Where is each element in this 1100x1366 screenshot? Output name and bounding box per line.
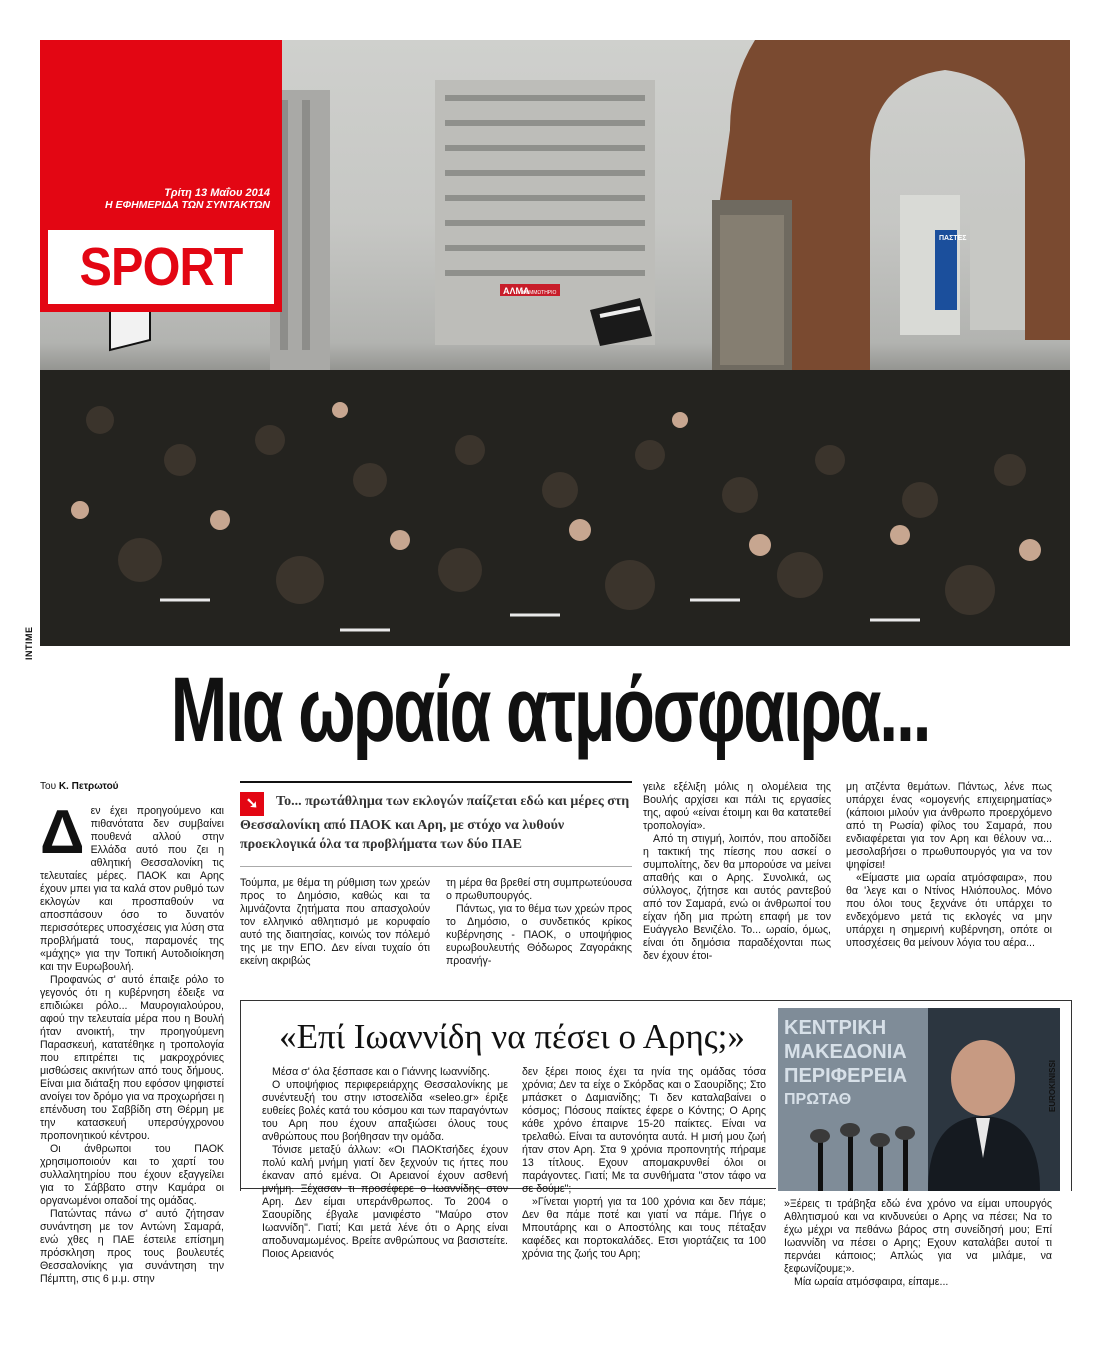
- arrow-icon: ➘: [240, 792, 264, 816]
- paragraph: τη μέρα θα βρεθεί στη συμπρωτεύουσα ο πρωθυπουργός.: [446, 877, 632, 902]
- paragraph: Τούμπα, με θέμα τη ρύθμιση των χρεών προς το Δημόσιο, καθώς και τα λιμνάζοντα ζητήματα που απασχολούν τον ελληνικό αθλητισμό με κορυφαίο αυτό της διαιτησίας, κοινώς τον πόλεμό της με την ΕΠΟ. Δεν είναι τυχαίο ότι εκείνη ακριβώς: [240, 877, 430, 967]
- lead-text: Το... πρωτάθλημα των εκλογών παίζεται εδώ και μέρες στη Θεσσαλονίκη από ΠΑΟΚ και Αρη, με στόχο να λυθούν προεκλογικά όλα τα προβλήματα των δύο ΠΑΕ: [240, 794, 630, 852]
- paragraph: Τόνισε μεταξύ άλλων: «Οι ΠΑΟΚτσήδες έχουν πολύ καλή μνήμη γιατί δεν ξεχνούν τις ήττες που έκαναν από εμένα. Οι Αρειανοί έχουν ασθενή μνήμη. Ξέχασαν τι προσέφερε ο Ιωαννίδης στον Αρη. Δεν είμαι υπεράνθρωπος. Το 2004 ο Σαουρίδης έβγαλε μανιφέστο "Μαύρο στον Ιωαννίδη". Γιατί; Και μετά λένε ότι ο Αρης είναι αποδυναμωμένος. Βρείτε ανθρώπους να βασιστείτε. Ποιος Αρειανός: [262, 1144, 508, 1260]
- lead-bottom-rule: [240, 866, 632, 867]
- section-masthead: [40, 40, 282, 312]
- paragraph: Πάντως, για το θέμα των χρεών προς το Δημόσιο, ο συνδετικός κρίκος κυβέρνησης - ΠΑΟΚ, ο υποψήφιος ευρωβουλευτής Θόδωρος Ζαγοράκης προανήγ-: [446, 903, 632, 967]
- sign-pastes: ΠΑΣΤΕΣ: [939, 235, 967, 242]
- lead-top-rule: [240, 781, 632, 783]
- photo-credit: INTIME: [24, 626, 34, 660]
- paragraph: Δεν έχει προηγούμενο και πιθανότατα δεν συμβαίνει πουθενά αλλού στην Ελλάδα αυτό που ζει η αθλητική Θεσσαλονίκη τις τελευταίες μέρες. ΠΑΟΚ και Αρης έχουν μπει για τα καλά στον ρυθμό των εκλογών και προσπαθούν να αποσπάσουν όσο το δυνατόν περισσότερες υποσχέσεις για λύση στα προβλήματά τους, παραμονές της «μάχης» για την Τοπική Αυτοδιοίκηση και την Ευρωβουλή.: [40, 798, 224, 973]
- sidebar-title: «Επί Ιωαννίδη να πέσει ο Αρης;»: [279, 1017, 745, 1056]
- sidebar-photo-credit: EUROKINISSI: [1048, 1059, 1057, 1112]
- speaker-illustration: [778, 1008, 1060, 1191]
- sign-line-2: ΜΑΚΕΔΟΝΙΑ: [784, 1041, 907, 1063]
- paragraph: Από τη στιγμή, λοιπόν, που αποδίδει η τακτική της πίεσης που ασκεί ο συμπολίτης, δεν θα μπορούσε να μείνει απαθής και ο Αρης. Συνολικά, ως σύλλογος, ζήτησε και αυτός ραντεβού από τον Σαμαρά, ενώ οι άνθρωποί του είχαν ήδη μια πρώτη επαφή με τον Ευάγγελο Βενιζέλο. Το... ωραίο, όμως, είναι ότι δημόσια παραδέχονται πως δεν έχουν έτοι-: [643, 833, 831, 962]
- paragraph: Μέσα σ' όλα ξέσπασε και ο Γιάννης Ιωαννίδης.: [272, 1066, 490, 1078]
- paragraph: »Ξέρεις τι τράβηξα εδώ ένα χρόνο να είμαι υπουργός Αθλητισμού και να κινδυνεύει ο Αρης να πέσει; Να το έχω μέχρι να πεθάνω βάρος στη συνείδησή μου; Επί Ιωαννίδη να πέσει ο Αρης; Εχουν καταλάβει αυτοί τι περνάει κάποιος; Απλώς για να μιλάμε, να ξεφωνίζουμε;».: [784, 1198, 1052, 1275]
- sign-alma-sub: ΚΟΜΜΩΤΗΡΙΟ: [522, 290, 557, 296]
- paragraph: Πατώντας πάνω σ' αυτό ζήτησαν συνάντηση με τον Αντώνη Σαμαρά, ενώ χθες η ΠΑΕ έστειλε επίσημη πρόσκληση προς τους βουλευτές Θεσσαλονίκης για συνάντηση την Πέμπτη, στις 6 μ.μ. στην: [40, 1208, 224, 1285]
- paper-name: Η ΕΦΗΜΕΡΙΔΑ ΤΩΝ ΣΥΝΤΑΚΤΩΝ: [104, 199, 270, 211]
- sidebar-column-3: [784, 1198, 1052, 1289]
- dropcap: Δ: [40, 798, 85, 867]
- sign-line-1: ΚΕΝΤΡΙΚΗ: [784, 1017, 887, 1039]
- headline: Μια ωραία ατμόσφαιρα...: [170, 659, 930, 761]
- paragraph: Οι άνθρωποι του ΠΑΟΚ χρησιμοποιούν και το χαρτί του συλλαλητηρίου που έχουν εξαγγείλει για το Σάββατο στην Καμάρα οι οργανωμένοι οπαδοί της ομάδας.: [40, 1143, 224, 1207]
- issue-date: Τρίτη 13 Μαΐου 2014: [164, 187, 270, 199]
- sign-alma: ΑΛΜΑ: [503, 286, 530, 296]
- article-column-1: [40, 798, 224, 1286]
- sidebar-column-1: [262, 1066, 508, 1261]
- paragraph: Ο υποψήφιος περιφερειάρχης Θεσσαλονίκης με συνέντευξή του στην ιστοσελίδα «seleo.gr» έριξε ευθείες βολές κατά του κόσμου και των παραγόντων του Αρη που έχουν απαξιώσει όλους τους ανθρώπους που βοήθησαν την ομάδα.: [262, 1079, 508, 1143]
- sign-line-4: ΠΡΩΤΑΘ: [784, 1091, 852, 1108]
- paragraph: δεν ξέρει ποιος έχει τα ηνία της ομάδας τόσα χρόνια; Δεν τα είχε ο Σκόρδας και ο Σαουρίδης; Στο μπάσκετ ο Δαμιανίδης; Τι δεν καταλαβαίνει ο κόσμος; Πόσους παίκτες έφερε ο Κόντης; Ο Αρης κάθε χρόνο έπαιρνε 15-20 παίκτες. Είναι να τρελαθώ. Είναι τα αυτονόητα αυτά. Η μισή μου ζωή ήταν στον Αρη. Στα 9 χρόνια προπονητής πήραμε 13 τίτλους. Εχουν απομακρυνθεί όλοι οι παράγοντες. Γιατί; Με τα συνθήματα "στον τάφο να σε δούμε";: [522, 1066, 766, 1195]
- byline-prefix: Του: [40, 781, 59, 792]
- article-column-5: [846, 781, 1052, 950]
- byline-author: Κ. Πετρωτού: [58, 781, 119, 792]
- paragraph: μη ατζέντα θεμάτων. Πάντως, λένε πως υπάρχει ένας «ομογενής επιχειρηματίας» (κάποιοι μιλούν για άνθρωπο προερχόμενο από τη Ρωσία) φίλος του Σαμαρά, που ενδιαφέρεται για τον Αρη και θέλουν να... μεσολαβήσει ο πρωθυπουργός για να τον ψηφίσει!: [846, 781, 1052, 871]
- byline: [40, 781, 119, 792]
- sidebar-photo: [778, 1008, 1060, 1191]
- paragraph: »Γίνεται γιορτή για τα 100 χρόνια και δεν πάμε; Δεν θα πάμε ποτέ και γιατί να πάμε. Πήγε ο Μπουτάρης και ο Αποστόλης και τους πέταξαν καφέδες και πορτοκαλάδες. Ετσι γιορτάζεις τα 100 χρόνια της ζωής του Αρη;: [522, 1196, 766, 1260]
- sign-line-3: ΠΕΡΙΦΕΡΕΙΑ: [784, 1065, 908, 1087]
- paragraph: «Είμαστε μια ωραία ατμόσφαιρα», που θα 'λεγε και ο Ντίνος Ηλιόπουλος. Μόνο που όλοι τους ξεχνάνε ότι υπάρχει το ενδεχόμενο μετά τις εκλογές να μην υπάρχει η σημερινή κυβέρνηση, οπότε οι υποσχέσεις θα μείνουν λόγια του αέρα...: [846, 872, 1052, 949]
- article-column-2: [240, 877, 430, 968]
- section-label: SPORT: [79, 237, 243, 297]
- article-column-4: [643, 781, 831, 963]
- lead-standfirst: [240, 792, 632, 854]
- paragraph: Προφανώς σ' αυτό έπαιξε ρόλο το γεγονός ότι η κυβέρνηση έδειξε να επιδιώκει ρόλο... Μαυρογιαλούρου, αφού την τελευταία μέρα που η Βουλή ήταν ανοικτή, την προηγούμενη Παρασκευή, κατατέθηκε η τροπολογία που επιτρέπει τις μακροχρόνιες μισθώσεις ακινήτων από τους δήμους. Είναι μια διάταξη που εφόσον ψηφιστεί ανοίγει τον δρόμο για να προχωρήσει η επένδυση του Σαββίδη στη Θέρμη με την κατασκευή υπερσύγχρονου προπονητικού κέντρου.: [40, 974, 224, 1142]
- paragraph: Μία ωραία ατμόσφαιρα, είπαμε...: [794, 1276, 949, 1288]
- section-label-box: [48, 230, 274, 304]
- sidebar-column-2: [522, 1066, 766, 1261]
- article-column-3: [446, 877, 632, 968]
- paragraph: γειλε εξέλιξη μόλις η ολομέλεια της Βουλής αρχίσει και πάλι τις εργασίες της, αφού «είναι έτοιμη και θα κατατεθεί τροπολογία».: [643, 781, 831, 832]
